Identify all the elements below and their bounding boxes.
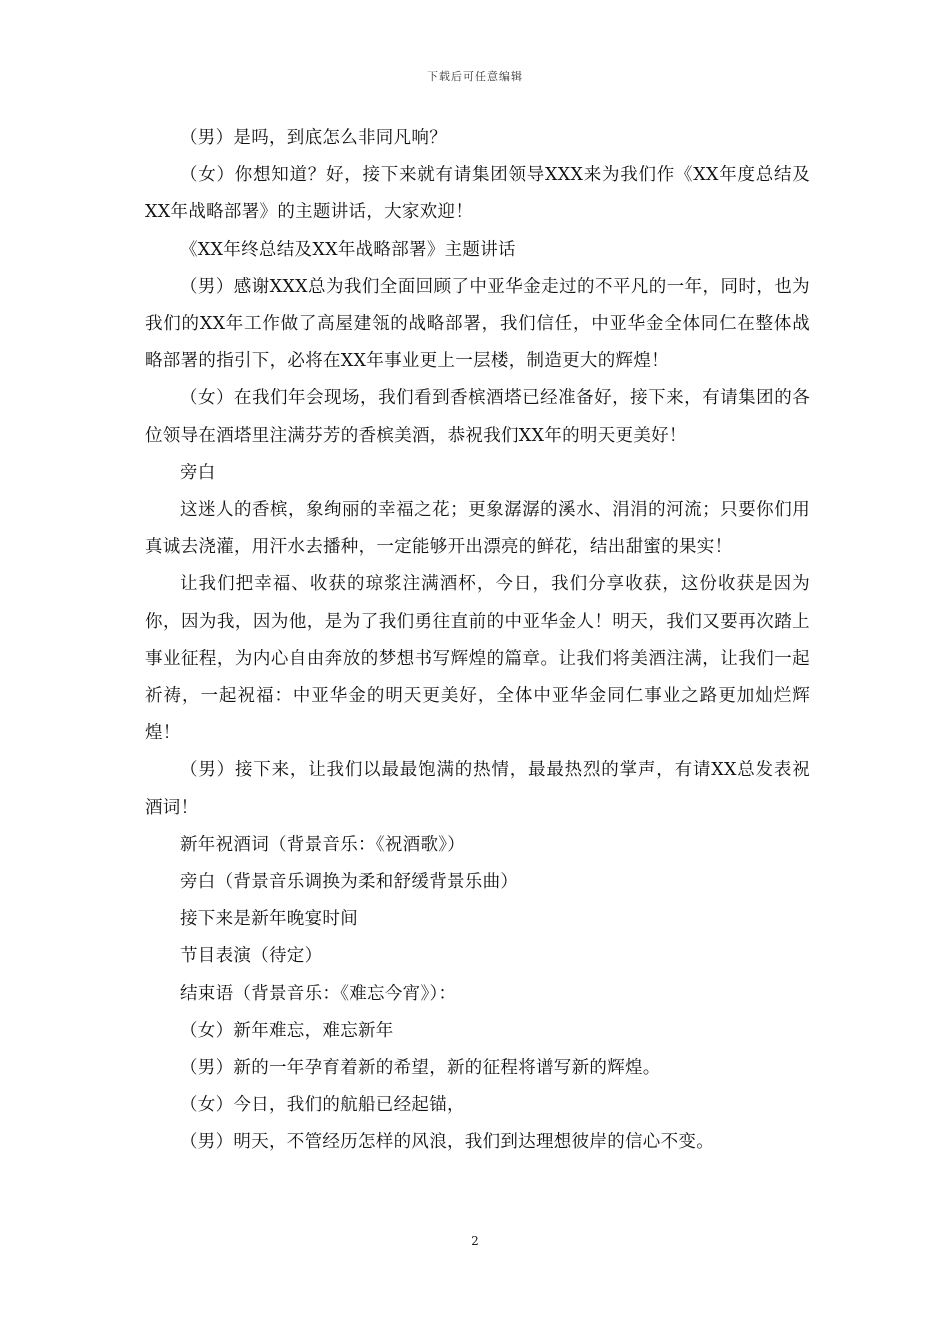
paragraph: （男）新的一年孕育着新的希望，新的征程将谱写新的辉煌。 [180,1058,661,1079]
paragraph: （女）今日，我们的航船已经起锚， [180,1095,465,1116]
paragraph: 旁白（背景音乐调换为柔和舒缓背景乐曲） [180,872,519,893]
paragraph: 《XX年终总结及XX年战略部署》主题讲话 [180,239,516,260]
paragraph: （女）你想知道？好，接下来就有请集团领导XXX来为我们作《XX年度总结及XX年战略部署》的主题讲话，大家欢迎！ [145,165,810,223]
paragraph: （女）新年难忘，难忘新年 [180,1020,394,1041]
paragraph: （男）接下来，让我们以最最饱满的热情，最最热烈的掌声，有请XX总发表祝酒词！ [145,760,810,818]
document-body [145,120,810,1162]
paragraph: 旁白 [180,462,216,483]
page-header: 下载后可任意编辑 [427,70,523,83]
paragraph: 节目表演（待定） [180,946,323,967]
paragraph: （男）明天，不管经历怎样的风浪，我们到达理想彼岸的信心不变。 [180,1132,714,1153]
page-number: 2 [471,1234,479,1248]
paragraph: 新年祝酒词（背景音乐：《祝酒歌》） [180,834,466,855]
paragraph: （男）是吗，到底怎么非同凡响？ [180,128,447,148]
paragraph: 接下来是新年晚宴时间 [180,909,358,930]
paragraph: （男）感谢XXX总为我们全面回顾了中亚华金走过的不平凡的一年，同时，也为我们的XX年工作做了高屋建瓴的战略部署，我们信任，中亚华金全体同仁在整体战略部署的指引下，必将在XX年事业更上一层楼，制造更大的辉煌！ [145,276,810,372]
paragraph: 结束语（背景音乐：《难忘今宵》）： [180,983,457,1004]
paragraph: （女）在我们年会现场，我们看到香槟酒塔已经准备好，接下来，有请集团的各位领导在酒塔里注满芬芳的香槟美酒，恭祝我们XX年的明天更美好！ [145,388,810,446]
paragraph: 让我们把幸福、收获的琼浆注满酒杯，今日，我们分享收获，这份收获是因为你，因为我，因为他，是为了我们勇往直前的中亚华金人！明天，我们又要再次踏上事业征程，为内心自由奔放的梦想书写辉煌的篇章。让我们将美酒注满，让我们一起祈祷，一起祝福：中亚华金的明天更美好，全体中亚华金同仁事业之路更加灿烂辉煌！ [145,574,810,744]
paragraph: 这迷人的香槟，象绚丽的幸福之花；更象潺潺的溪水、涓涓的河流；只要你们用真诚去浇灌，用汗水去播种，一定能够开出漂亮的鲜花，结出甜蜜的果实！ [145,500,810,558]
